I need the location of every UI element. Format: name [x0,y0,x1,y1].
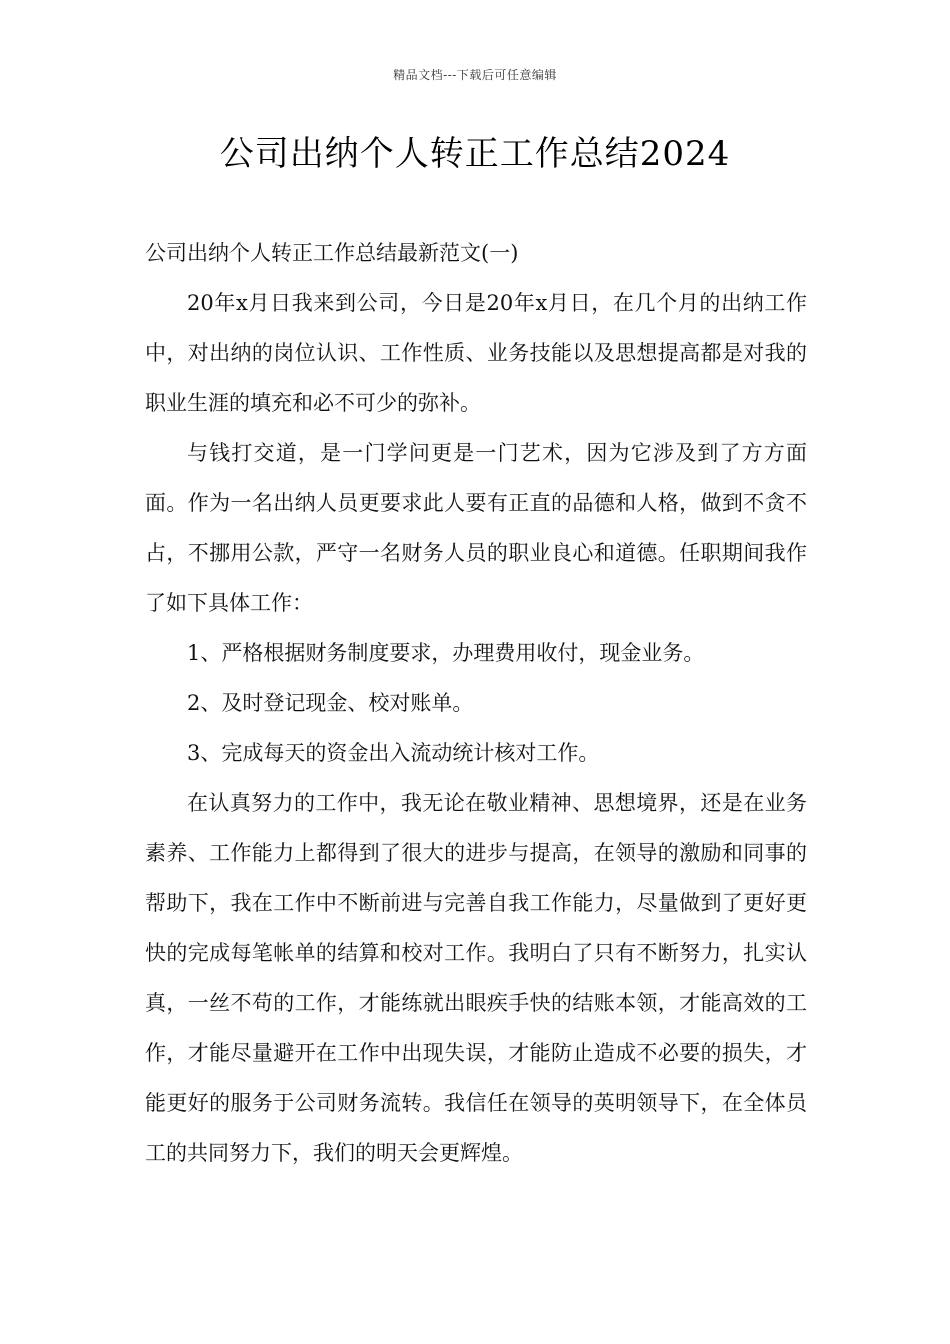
list-item-3: 3、完成每天的资金出入流动统计核对工作。 [187,741,600,765]
list-item-1: 1、严格根据财务制度要求，办理费用收付，现金业务。 [187,641,705,665]
header-note: 精品文档---下载后可任意编辑 [393,68,557,82]
paragraph-duties: 与钱打交道，是一门学问更是一门艺术，因为它涉及到了方方面面。作为一名出纳人员更要求此人要有正直的品德和人格，做到不贪不占，不挪用公款，严守一名财务人员的职业良心和道德。任职期间我作了如下具体工作： [145,441,807,615]
paragraph-summary: 在认真努力的工作中，我无论在敬业精神、思想境界，还是在业务素养、工作能力上都得到了很大的进步与提高，在领导的激励和同事的帮助下，我在工作中不断前进与完善自我工作能力，尽量做到了更好更快的完成每笔帐单的结算和校对工作。我明白了只有不断努力，扎实认真，一丝不苟的工作，才能练就出眼疾手快的结账本领，才能高效的工作，才能尽量避开在工作中出现失误，才能防止造成不必要的损失，才能更好的服务于公司财务流转。我信任在领导的英明领导下，在全体员工的共同努力下，我们的明天会更辉煌。 [145,791,807,1165]
list-item-2: 2、及时登记现金、校对账单。 [187,691,474,715]
document-title: 公司出纳个人转正工作总结2024 [219,134,731,174]
paragraph-intro: 20年x月日我来到公司，今日是20年x月日，在几个月的出纳工作中，对出纳的岗位认识、工作性质、业务技能以及思想提高都是对我的职业生涯的填充和必不可少的弥补。 [145,291,807,415]
document-body [145,228,807,1178]
document-subtitle: 公司出纳个人转正工作总结最新范文(一) [145,241,519,265]
